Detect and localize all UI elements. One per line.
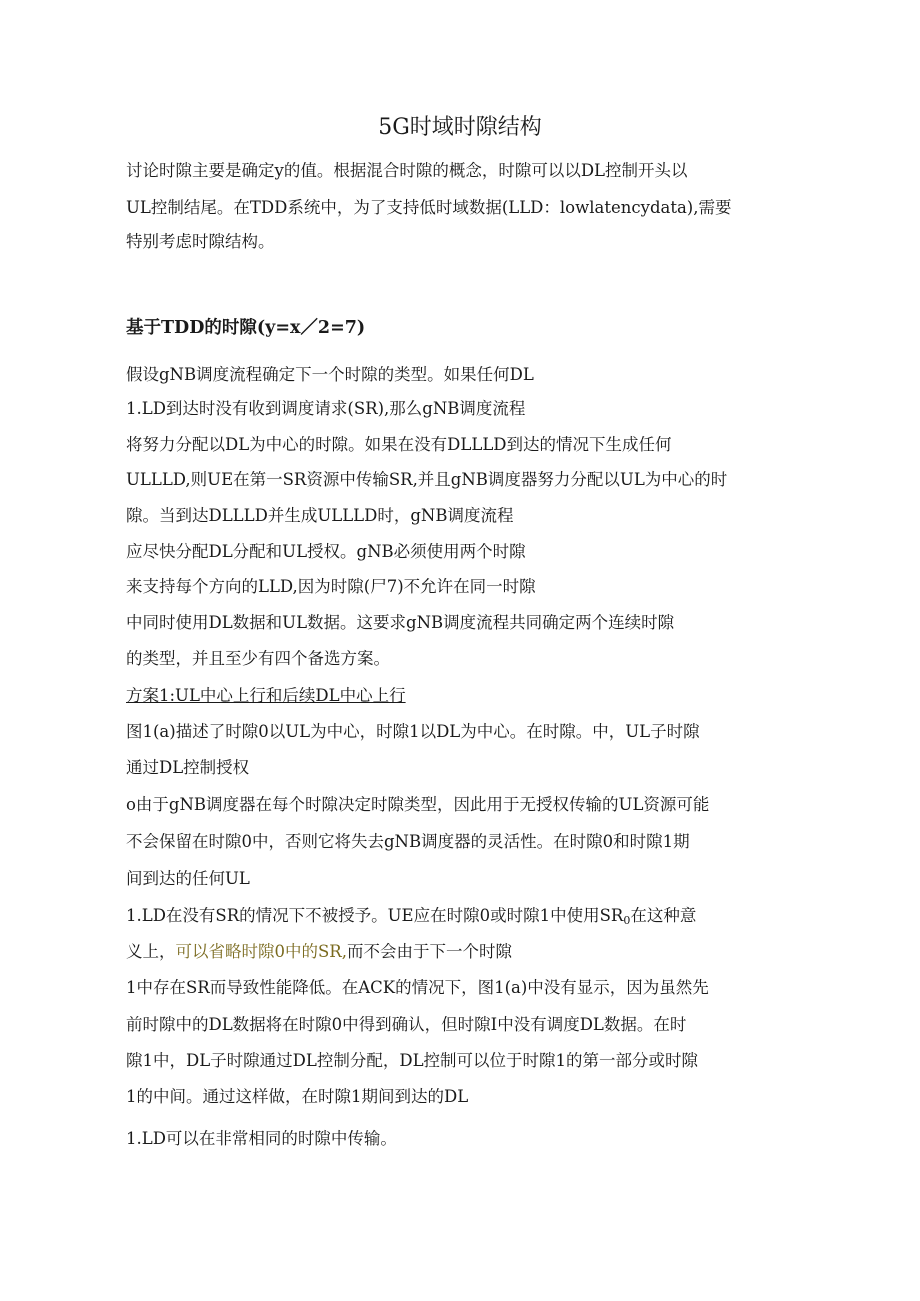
body-line-4: ULLLD,则UE在第一SR资源中传输SR,并且gNB调度器努力分配以UL为中心的时	[126, 470, 728, 489]
body-line-2: 1.LD到达时没有收到调度请求(SR),那么gNB调度流程	[126, 399, 526, 418]
body-line-13: o由于gNB调度器在每个时隙决定时隙类型，因此用于无授权传输的UL资源可能	[126, 795, 710, 814]
body-line-16	[126, 903, 696, 929]
intro-line-2: UL控制结尾。在TDD系统中，为了支持低时域数据(LLD：lowlatencydata),需要	[126, 198, 732, 217]
body-line-20: 隙1中，DL子时隙通过DL控制分配，DL控制可以位于时隙1的第一部分或时隙	[126, 1051, 699, 1070]
body-line-8: 中同时使用DL数据和UL数据。这要求gNB调度流程共同确定两个连续时隙	[126, 613, 675, 632]
intro-line-1: 讨论时隙主要是确定y的值。根据混合时隙的概念，时隙可以以DL控制开头以	[126, 161, 688, 180]
section-heading: 基于TDD的时隙(y=x／2=7)	[126, 318, 366, 338]
body-line-1: 假设gNB调度流程确定下一个时隙的类型。如果任何DL	[126, 365, 534, 384]
body-line-7: 来支持每个方向的LLD,因为时隙(尸7)不允许在同一时隙	[126, 577, 536, 596]
body-line-3: 将努力分配以DL为中心的时隙。如果在没有DLLLD到达的情况下生成任何	[126, 435, 672, 454]
body-line-19: 前时隙中的DL数据将在时隙0中得到确认，但时隙I中没有调度DL数据。在时	[126, 1015, 687, 1034]
scheme-1-heading: 方案1:UL中心上行和后续DL中心上行	[126, 686, 406, 705]
body-line-5: 隙。当到达DLLLD并生成ULLLD时，gNB调度流程	[126, 506, 514, 525]
body-line-16-text: 1.LD在没有SR的情况下不被授予。UE应在时隙0或时隙1中使用SR	[126, 906, 624, 925]
intro-line-3: 特别考虑时隙结构。	[126, 232, 275, 251]
highlighted-text: 可以省略时隙0中的SR,	[175, 942, 347, 961]
body-line-18: 1中存在SR而导致性能降低。在ACK的情况下，图1(a)中没有显示，因为虽然先	[126, 978, 709, 997]
body-line-9: 的类型，并且至少有四个备选方案。	[126, 649, 390, 668]
body-line-17-start: 义上，	[126, 942, 176, 961]
body-line-22: 1.LD可以在非常相同的时隙中传输。	[126, 1129, 397, 1148]
body-line-14: 不会保留在时隙0中，否则它将失去gNB调度器的灵活性。在时隙0和时隙1期	[126, 832, 690, 851]
body-line-17	[126, 939, 512, 965]
body-line-6: 应尽快分配DL分配和UL授权。gNB必须使用两个时隙	[126, 542, 526, 561]
sr-subscript: 0	[623, 914, 631, 927]
body-line-15: 间到达的任何UL	[126, 869, 250, 888]
body-line-12: 通过DL控制授权	[126, 758, 250, 777]
body-line-16-tail: 在这种意	[630, 906, 697, 925]
body-line-11: 图1(a)描述了时隙0以UL为中心，时隙1以DL为中心。在时隙。中，UL子时隙	[126, 722, 700, 741]
body-line-21: 1的中间。通过这样做，在时隙1期间到达的DL	[126, 1087, 469, 1106]
body-line-17-end: 而不会由于下一个时隙	[346, 942, 512, 961]
page-title: 5G时域时隙结构	[378, 115, 542, 140]
